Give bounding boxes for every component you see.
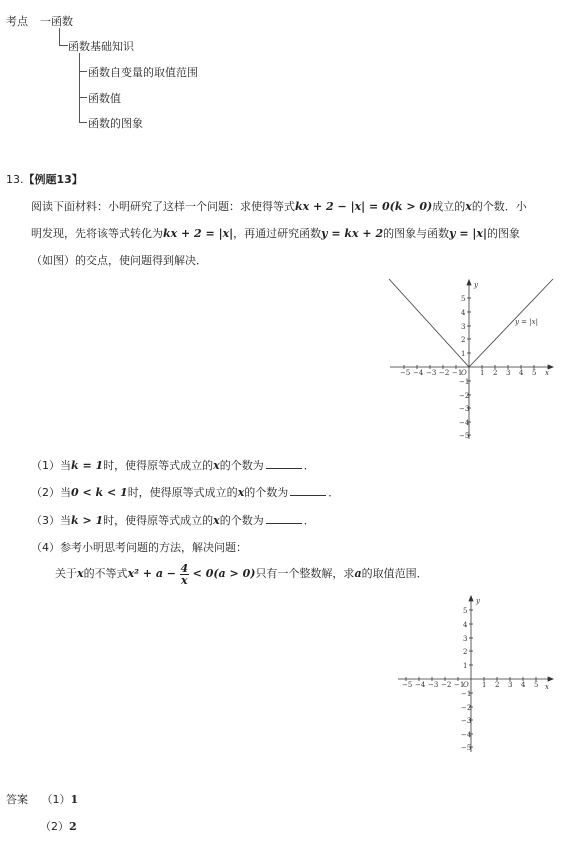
para-line-3: （如图）的交点，使问题得到解决．: [31, 254, 207, 267]
text: ．: [303, 459, 315, 472]
tick-label: −1: [454, 681, 465, 689]
variable: x: [465, 200, 472, 213]
text: 的个数为: [219, 459, 264, 472]
graph-empty-plane: [393, 592, 557, 756]
text: 的不等式: [83, 567, 128, 580]
question-1: [31, 457, 315, 473]
text: 的图象与函数: [383, 227, 450, 240]
tree-connector: [79, 71, 87, 72]
tick-label: −2: [461, 704, 472, 712]
equation: 0 < k < 1: [71, 486, 128, 499]
x-axis-arrow: [548, 677, 553, 681]
answer-blank[interactable]: [266, 459, 302, 469]
tick-label: 5: [532, 369, 537, 377]
question-3: [31, 512, 315, 528]
tree-connector: [79, 97, 87, 98]
origin-label: O: [463, 681, 469, 689]
x-tick-labels: [402, 681, 538, 689]
variable: a: [354, 567, 362, 580]
answer-line-1: [6, 791, 78, 807]
tick-label: 4: [463, 621, 468, 629]
curve-label: y = |x|: [515, 318, 538, 326]
tick-label: −3: [459, 405, 470, 413]
text: （1）当: [31, 459, 71, 472]
problem-tag: 【例题13】: [23, 173, 83, 186]
tick-label: −3: [426, 369, 437, 377]
y-axis-label: y: [474, 281, 478, 289]
equation: k > 1: [71, 514, 104, 527]
x-axis-label: x: [545, 683, 549, 691]
equation: x² + a −: [127, 567, 176, 580]
question-2: [31, 484, 339, 500]
tick-label: 4: [519, 369, 524, 377]
kaodian-child: 函数自变量的取值范围: [88, 66, 198, 79]
text: 只有一个整数解，求: [255, 567, 355, 580]
text: ．: [303, 514, 315, 527]
text: 成立的: [432, 200, 466, 213]
tick-label: 5: [461, 295, 466, 303]
answer-blank[interactable]: [290, 486, 326, 496]
tick-label: −3: [428, 681, 439, 689]
text: ，再通过研究函数: [233, 227, 322, 240]
kaodian-label: 考点: [6, 15, 28, 28]
text: ．: [328, 486, 340, 499]
answer-label: 答案: [6, 793, 28, 806]
question-4-intro: （4）参考小明思考问题的方法，解决问题：: [31, 541, 247, 554]
text: 时，使得原等式成立的: [127, 486, 238, 499]
y-axis-arrow: [469, 596, 473, 601]
equation: k = 1: [71, 459, 104, 472]
origin-label: O: [461, 369, 467, 377]
question-4-body: [55, 560, 428, 588]
y-axis-label: y: [476, 597, 480, 605]
variable: x: [237, 486, 245, 499]
answer-index: （1）: [41, 793, 71, 806]
tick-label: 3: [461, 323, 466, 331]
tree-connector: [59, 28, 60, 46]
kaodian-root: 一函数: [40, 15, 73, 28]
text: 的取值范围．: [361, 567, 428, 580]
equation: kx + 2 = |x|: [163, 227, 234, 240]
text: 明发现，先将该等式转化为: [31, 227, 163, 240]
tick-label: −2: [441, 681, 452, 689]
answer-value: 2: [69, 820, 77, 833]
fraction: [180, 563, 190, 586]
kaodian-level1: 函数基础知识: [68, 40, 134, 53]
kaodian-child: 函数值: [88, 92, 121, 105]
tick-label: −5: [402, 681, 413, 689]
fraction-denominator: x: [181, 573, 188, 587]
text: 的个数为: [244, 486, 289, 499]
tree-connector: [79, 53, 80, 123]
tick-label: 4: [461, 309, 466, 317]
tick-label: 2: [463, 648, 468, 656]
problem-heading: [6, 171, 83, 187]
tick-label: −2: [439, 369, 450, 377]
tick-label: 5: [534, 681, 539, 689]
para-line-1: [31, 198, 527, 214]
graph-y-abs-x: [385, 276, 557, 444]
tick-label: 3: [506, 369, 511, 377]
answer-value: 1: [70, 793, 79, 806]
tick-label: 1: [461, 350, 466, 358]
tick-label: −4: [459, 419, 470, 427]
tick-label: 4: [521, 681, 526, 689]
equation: y = kx + 2: [321, 227, 384, 240]
tick-label: −4: [413, 369, 424, 377]
text: 时，使得原等式成立的: [103, 459, 214, 472]
tick-label: −1: [461, 690, 472, 698]
answer-line-2: [40, 818, 77, 834]
text: 的个数．小: [471, 200, 527, 213]
problem-number: 13.: [6, 173, 24, 186]
variable: x: [213, 514, 220, 527]
y-tick-labels: [461, 607, 472, 752]
tree-connector: [79, 122, 87, 123]
tick-label: −1: [459, 378, 470, 386]
equation: y = |x|: [449, 227, 487, 240]
tick-label: −4: [461, 731, 472, 739]
tick-label: 2: [495, 681, 500, 689]
text: 阅读下面材料：小明研究了这样一个问题：求使得等式: [31, 200, 295, 213]
tick-label: −5: [461, 744, 472, 752]
variable: x: [213, 459, 220, 472]
text: 时，使得原等式成立的: [103, 514, 214, 527]
tick-label: 2: [493, 369, 498, 377]
tick-label: −2: [459, 392, 470, 400]
tree-connector: [59, 45, 68, 46]
tick-label: −1: [452, 369, 463, 377]
tick-label: 5: [463, 607, 468, 615]
para-line-2: [31, 225, 520, 241]
answer-blank[interactable]: [266, 514, 302, 524]
text: 的个数为: [219, 514, 264, 527]
tick-label: 1: [482, 681, 487, 689]
equation: < 0(a > 0): [192, 567, 256, 580]
tick-label: 2: [461, 336, 466, 344]
answer-index: （2）: [40, 820, 69, 833]
tick-label: 3: [508, 681, 513, 689]
tick-label: −5: [459, 432, 470, 440]
text: （2）当: [31, 486, 71, 499]
tick-label: −3: [461, 717, 472, 725]
equation: kx + 2 − |x| = 0(k > 0): [295, 200, 433, 213]
kaodian-child: 函数的图象: [88, 117, 143, 130]
x-axis-label: x: [545, 369, 549, 377]
text: （3）当: [31, 514, 71, 527]
x-tick-labels: [400, 369, 536, 377]
tick-label: −5: [400, 369, 411, 377]
text: 关于: [55, 567, 77, 580]
fraction-numerator: 4: [180, 561, 189, 575]
tick-label: −4: [415, 681, 426, 689]
y-tick-labels: [459, 295, 470, 440]
text: 的图象: [486, 227, 520, 240]
tick-label: 3: [463, 635, 468, 643]
variable: x: [77, 567, 84, 580]
tick-label: 1: [480, 369, 485, 377]
tick-label: 1: [463, 662, 468, 670]
y-axis-arrow: [467, 280, 471, 285]
